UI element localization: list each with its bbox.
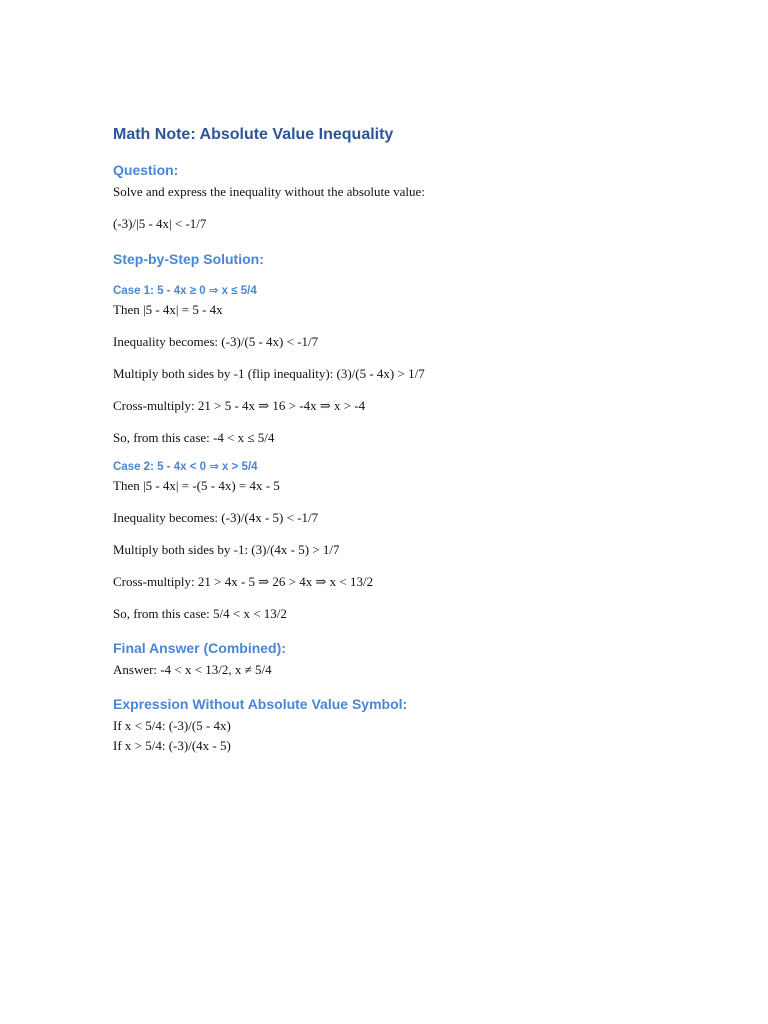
solution-heading: Step-by-Step Solution: [113,251,264,267]
expression-line: If x > 5/4: (-3)/(4x - 5) [113,738,231,753]
case1-line: Multiply both sides by -1 (flip inequality): (3)/(5 - 4x) > 1/7 [113,366,425,381]
case2-line: Cross-multiply: 21 > 4x - 5 ⇒ 26 > 4x ⇒ x < 13/2 [113,574,374,589]
case1-line: Inequality becomes: (-3)/(5 - 4x) < -1/7 [113,334,319,349]
case1-line: So, from this case: -4 < x ≤ 5/4 [113,430,275,445]
case2-heading: Case 2: 5 - 4x < 0 ⇒ x > 5/4 [113,461,258,473]
final-answer-heading: Final Answer (Combined): [113,640,286,656]
case1-line: Cross-multiply: 21 > 5 - 4x ⇒ 16 > -4x ⇒ x > -4 [113,398,366,413]
expression-line: If x < 5/4: (-3)/(5 - 4x) [113,718,231,733]
case1-heading: Case 1: 5 - 4x ≥ 0 ⇒ x ≤ 5/4 [113,285,257,297]
case2-line: So, from this case: 5/4 < x < 13/2 [113,606,287,621]
case2-line: Multiply both sides by -1: (3)/(4x - 5) > 1/7 [113,542,340,557]
case2-line: Then |5 - 4x| = -(5 - 4x) = 4x - 5 [113,478,280,493]
document-content [113,124,673,757]
page-title: Math Note: Absolute Value Inequality [113,126,394,143]
case2-line: Inequality becomes: (-3)/(4x - 5) < -1/7 [113,510,319,525]
case1-line: Then |5 - 4x| = 5 - 4x [113,302,223,317]
question-prompt: Solve and express the inequality without the absolute value: [113,184,425,199]
expression-heading: Expression Without Absolute Value Symbol: [113,696,408,712]
question-heading: Question: [113,162,179,178]
final-answer: Answer: -4 < x < 13/2, x ≠ 5/4 [113,662,272,677]
question-expression: (-3)/|5 - 4x| < -1/7 [113,216,207,231]
